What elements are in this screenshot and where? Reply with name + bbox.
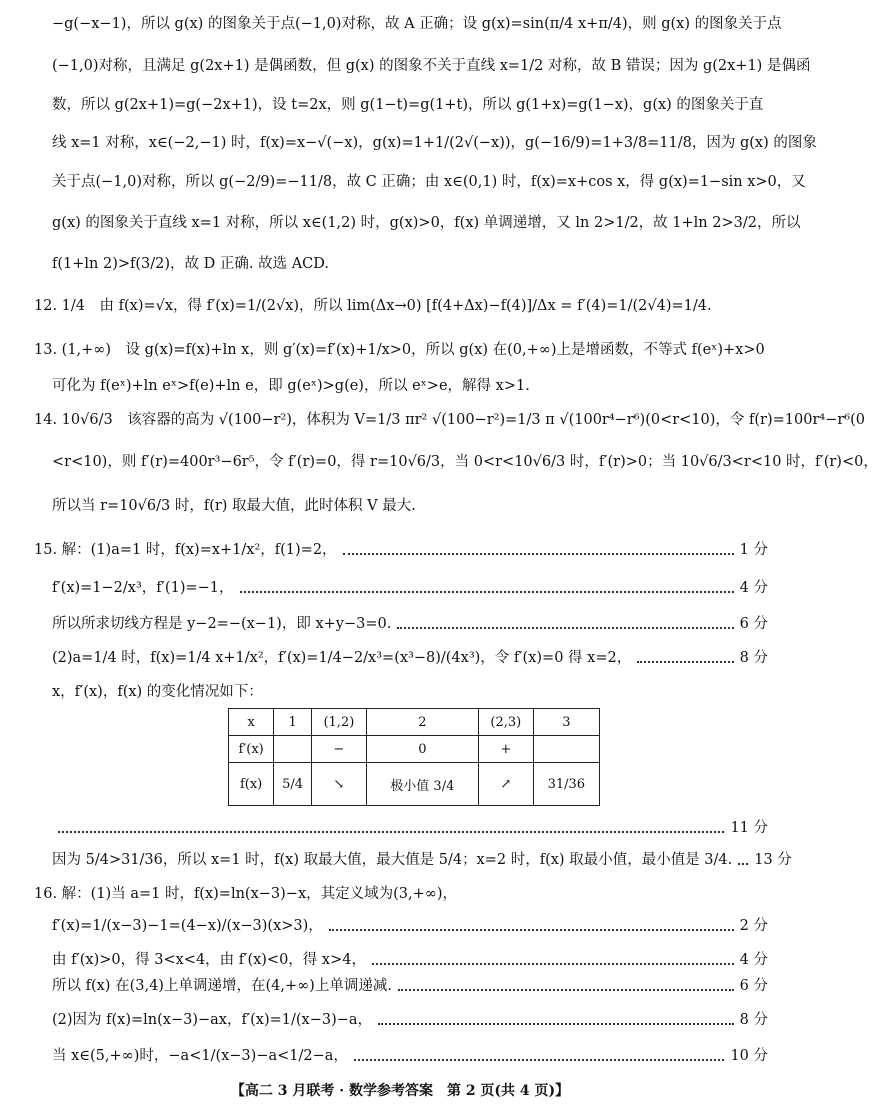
- table-row: [229, 763, 600, 806]
- increase-arrow-icon: ↗: [478, 763, 533, 806]
- dot-leader: [637, 660, 733, 663]
- decrease-arrow-icon: ↘: [311, 763, 366, 806]
- score-label: 13 分: [754, 852, 792, 868]
- step-text: 所以 f(x) 在(3,4)上单调递增，在(4,+∞)上单调递减.: [52, 978, 392, 994]
- table-cell: x: [229, 709, 274, 736]
- table-cell: 极小值 3/4: [366, 763, 478, 806]
- dot-leader: [354, 1058, 725, 1061]
- text-line: 数，所以 g(2x+1)=g(−2x+1)，设 t=2x，则 g(1−t)=g(1+t)，所以 g(1+x)=g(1−x)，g(x) 的图象关于直: [52, 97, 764, 113]
- text-line: 所以当 r=10√6/3 时，f(r) 取最大值，此时体积 V 最大.: [52, 498, 416, 514]
- scored-line: [52, 818, 768, 838]
- score-label: 8 分: [739, 1012, 768, 1028]
- score-label: 8 分: [739, 650, 768, 666]
- scored-line: [52, 648, 768, 668]
- score-label: 4 分: [739, 580, 768, 596]
- scored-line: [52, 578, 768, 598]
- dot-leader: [343, 552, 734, 555]
- step-text: f′(x)=1−2/x³，f′(1)=−1，: [52, 580, 234, 596]
- score-label: 10 分: [730, 1048, 768, 1064]
- dot-leader: [398, 988, 734, 991]
- table-cell: 0: [366, 736, 478, 763]
- text-line: −g(−x−1)，所以 g(x) 的图象关于点(−1,0)对称，故 A 正确；设 g(x)=sin(π/4 x+π/4)，则 g(x) 的图象关于点: [52, 16, 782, 32]
- scored-line: [52, 950, 768, 970]
- dot-leader: [329, 928, 734, 931]
- table-cell: (2,3): [478, 709, 533, 736]
- table-row: [229, 736, 600, 763]
- answer-12: 12. 1/4 由 f(x)=√x，得 f′(x)=1/(2√x)，所以 lim(Δx→0) [f(4+Δx)−f(4)]/Δx = f′(4)=1/(2√4)=1/4.: [34, 298, 712, 314]
- text-line: (−1,0)对称，且满足 g(2x+1) 是偶函数，但 g(x) 的图象不关于直线 x=1/2 对称，故 B 错误；因为 g(2x+1) 是偶函: [52, 58, 811, 74]
- dot-leader: [397, 626, 733, 629]
- scored-line: [34, 540, 768, 560]
- table-cell: 1: [274, 709, 312, 736]
- text-line: 可化为 f(eˣ)+ln eˣ>f(e)+ln e，即 g(eˣ)>g(e)，所以 eˣ>e，解得 x>1.: [52, 378, 530, 394]
- text-line: f(1+ln 2)>f(3/2)，故 D 正确. 故选 ACD.: [52, 256, 329, 272]
- scored-line: [52, 614, 768, 634]
- score-label: 2 分: [739, 918, 768, 934]
- table-row: [229, 709, 600, 736]
- dot-leader: [738, 862, 748, 865]
- score-label: 11 分: [730, 820, 768, 836]
- score-label: 6 分: [739, 978, 768, 994]
- text-line: g(x) 的图象关于直线 x=1 对称，所以 x∈(1,2) 时，g(x)>0，f(x) 单调递增，又 ln 2>1/2，故 1+ln 2>3/2，所以: [52, 215, 801, 231]
- step-text: 由 f′(x)>0，得 3<x<4，由 f′(x)<0，得 x>4，: [52, 952, 366, 968]
- score-label: 4 分: [739, 952, 768, 968]
- answer-16: 16. 解：(1)当 a=1 时，f(x)=ln(x−3)−x，其定义域为(3,+∞)，: [34, 886, 457, 902]
- step-text: (2)a=1/4 时，f(x)=1/4 x+1/x²，f′(x)=1/4−2/x³=(x³−8)/(4x³)，令 f′(x)=0 得 x=2，: [52, 650, 632, 666]
- step-text: 当 x∈(5,+∞)时，−a<1/(x−3)−a<1/2−a，: [52, 1048, 348, 1064]
- table-cell: f′(x): [229, 736, 274, 763]
- page-footer: 【高二 3 月联考 · 数学参考答案 第 2 页(共 4 页)】: [230, 1083, 570, 1099]
- table-cell: 31/36: [533, 763, 599, 806]
- table-cell: [274, 736, 312, 763]
- table-intro: x，f′(x)，f(x) 的变化情况如下：: [52, 684, 263, 700]
- step-text: 所以所求切线方程是 y−2=−(x−1)，即 x+y−3=0.: [52, 616, 392, 632]
- text-line: 关于点(−1,0)对称，所以 g(−2/9)=−11/8，故 C 正确；由 x∈(0,1) 时，f(x)=x+cos x，得 g(x)=1−sin x>0，又: [52, 174, 806, 190]
- text-line: 线 x=1 对称，x∈(−2,−1) 时，f(x)=x−√(−x)，g(x)=1+1/(2√(−x))，g(−16/9)=1+3/8=11/8，因为 g(x) 的图象: [52, 135, 817, 151]
- step-text: (2)因为 f(x)=ln(x−3)−ax，f′(x)=1/(x−3)−a，: [52, 1012, 373, 1028]
- answer-14: 14. 10√6/3 该容器的高为 √(100−r²)，体积为 V=1/3 πr² √(100−r²)=1/3 π √(100r⁴−r⁶)(0<r<10)，令 f(r)=100r⁴−r⁶(0: [34, 412, 865, 428]
- answer-13: 13. (1,+∞) 设 g(x)=f(x)+ln x，则 g′(x)=f′(x)+1/x>0，所以 g(x) 在(0,+∞)上是增函数，不等式 f(eˣ)+x>0: [34, 342, 765, 358]
- scored-line: [52, 976, 768, 996]
- table-cell: 2: [366, 709, 478, 736]
- dot-leader: [58, 830, 724, 833]
- scored-line: [52, 1046, 768, 1066]
- scored-line: [52, 916, 768, 936]
- table-cell: 5/4: [274, 763, 312, 806]
- table-cell: (1,2): [311, 709, 366, 736]
- dot-leader: [240, 590, 734, 593]
- scored-line: [52, 850, 792, 870]
- score-label: 6 分: [739, 616, 768, 632]
- table-cell: f(x): [229, 763, 274, 806]
- score-label: 1 分: [739, 542, 768, 558]
- table-cell: 3: [533, 709, 599, 736]
- step-text: 因为 5/4>31/36，所以 x=1 时，f(x) 取最大值，最大值是 5/4；x=2 时，f(x) 取最小值，最小值是 3/4.: [52, 852, 733, 868]
- step-text: 15. 解：(1)a=1 时，f(x)=x+1/x²，f(1)=2，: [34, 542, 337, 558]
- step-text: f′(x)=1/(x−3)−1=(4−x)/(x−3)(x>3)，: [52, 918, 323, 934]
- text-line: <r<10)，则 f′(r)=400r³−6r⁵，令 f′(r)=0，得 r=10√6/3，当 0<r<10√6/3 时，f′(r)>0；当 10√6/3<r<10 时，f′(r)<0，: [52, 454, 878, 470]
- table-cell: [533, 736, 599, 763]
- table-cell: −: [311, 736, 366, 763]
- dot-leader: [372, 962, 734, 965]
- table-cell: +: [478, 736, 533, 763]
- dot-leader: [378, 1022, 734, 1025]
- scored-line: [52, 1010, 768, 1030]
- variation-table: [228, 708, 600, 806]
